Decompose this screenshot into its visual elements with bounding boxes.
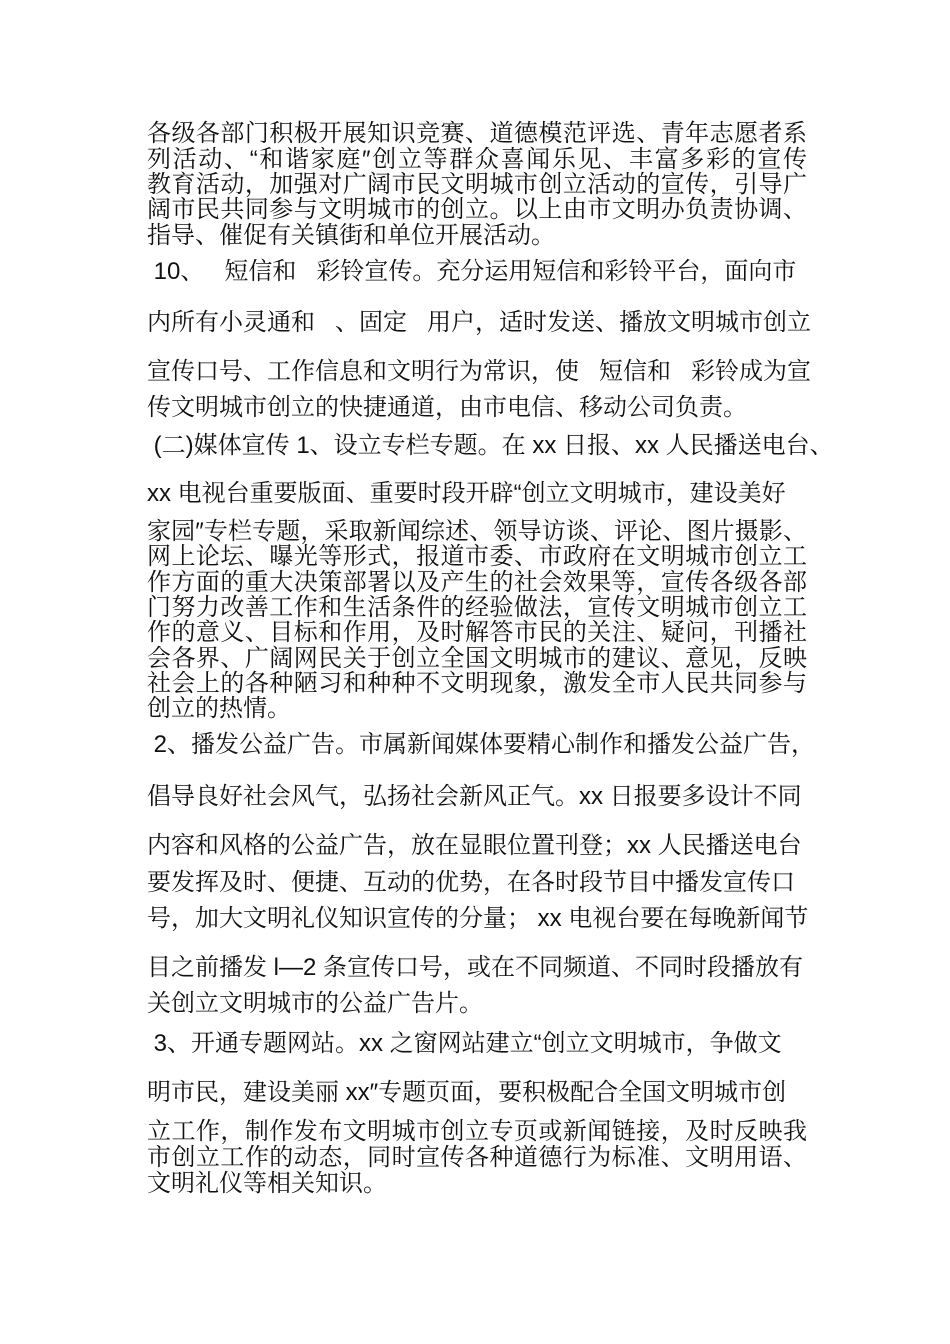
text-line: 文明礼仪等相关知识。 [147,1170,387,1197]
text-line: 列活动、“和谐家庭″创立等群众喜闻乐见、丰富多彩的宣传 [147,146,807,173]
text-line: 内容和风格的公益广告，放在显眼位置刊登；xx 人民播送电台 [147,832,802,859]
text-line: 宣传口号、工作信息和文明行为常识，使 短信和 彩铃成为宣 [147,358,812,385]
text-line: 作的意义、目标和作用，及时解答市民的关注、疑问，刊播社 [147,619,807,646]
text-line: 10、 短信和 彩铃宣传。充分运用短信和彩铃平台，面向市 [147,258,797,285]
text-line: 门努力改善工作和生活条件的经验做法，宣传文明城市创立工 [147,594,807,621]
text-line: 家园″专栏专题，采取新闻综述、领导访谈、评论、图片摄影、 [147,518,807,545]
text-line: 传文明城市创立的快捷通道，由市电信、移动公司负责。 [147,394,747,421]
text-line: 教育活动，加强对广阔市民文明城市创立活动的宣传，引导广 [147,171,807,198]
text-line: 作方面的重大决策部署以及产生的社会效果等，宣传各级各部 [147,569,807,596]
text-line: 各级各部门积极开展知识竞赛、道德模范评选、青年志愿者系 [147,120,807,147]
text-line: 阔市民共同参与文明城市的创立。以上由市文明办负责协调、 [147,196,807,223]
text-line: 目之前播发 l—2 条宣传口号，或在不同频道、不同时段播放有 [147,954,804,981]
text-line: 内所有小灵通和 、固定 用户，适时发送、播放文明城市创立 [147,309,812,336]
text-line: 会各界、广阔网民关于创立全国文明城市的建议、意见，反映 [147,645,807,672]
text-line: 立工作，制作发布文明城市创立专页或新闻链接，及时反映我 [147,1118,807,1145]
text-line: 明市民，建设美丽 xx″专题页面，要积极配合全国文明城市创 [147,1079,787,1106]
text-line: 网上论坛、曝光等形式，报道市委、市政府在文明城市创立工 [147,543,807,570]
text-line: 号，加大文明礼仪知识宣传的分量； xx 电视台要在每晚新闻节 [147,905,809,932]
text-line: 关创立文明城市的公益广告片。 [147,990,483,1017]
text-line: 社会上的各种陋习和种种不文明现象，激发全市人民共同参与 [147,670,807,697]
text-line: (二)媒体宣传 1、设立专栏专题。在 xx 日报、xx 人民播送电台、 [147,432,834,459]
text-line: xx 电视台重要版面、重要时段开辟“创立文明城市，建设美好 [147,480,786,507]
text-line: 市创立工作的动态，同时宣传各种道德行为标准、文明用语、 [147,1144,807,1171]
text-line: 要发挥及时、便捷、互动的优势，在各时段节目中播发宣传口 [147,869,795,896]
text-line: 指导、催促有关镇街和单位开展活动。 [147,222,555,249]
text-line: 创立的热情。 [147,695,291,722]
text-line: 3、开通专题网站。xx 之窗网站建立“创立文明城市，争做文 [147,1030,782,1057]
text-line: 2、播发公益广告。市属新闻媒体要精心制作和播发公益广告， [147,731,816,758]
text-line: 倡导良好社会风气，弘扬社会新风正气。xx 日报要多设计不同 [147,783,802,810]
